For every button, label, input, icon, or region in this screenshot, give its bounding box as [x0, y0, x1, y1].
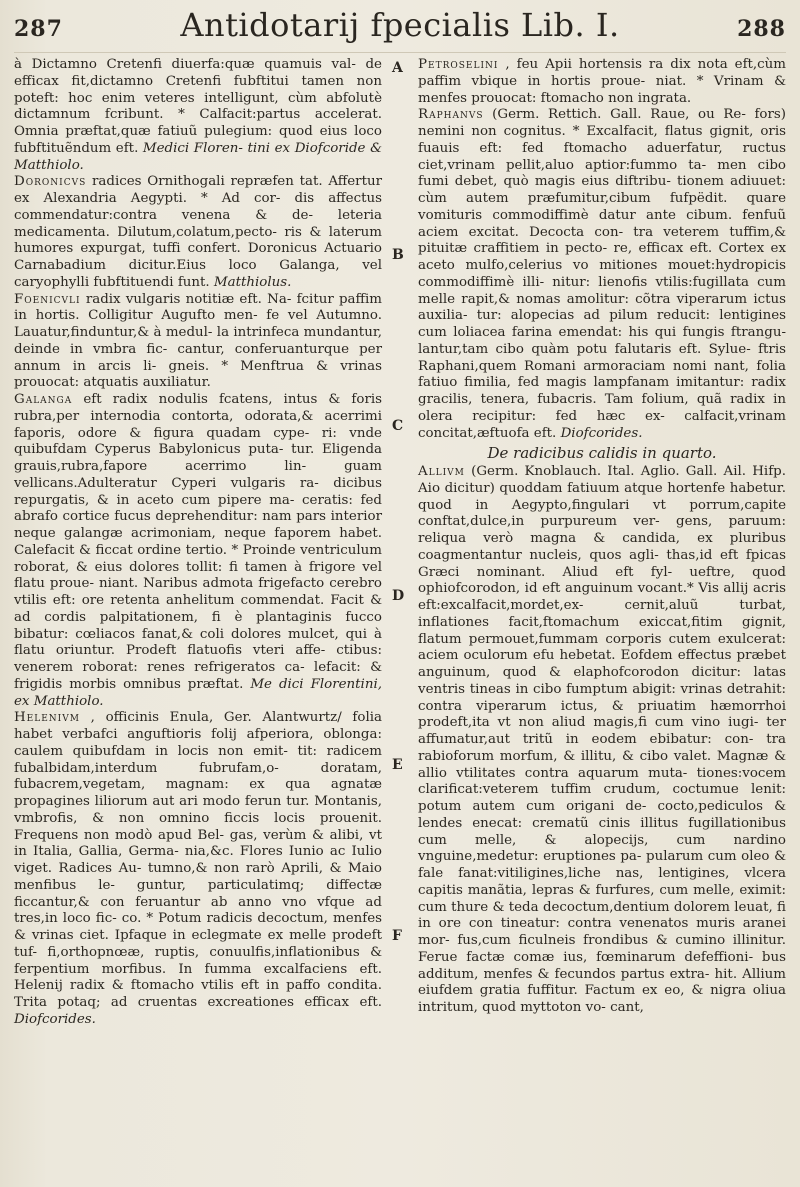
- paragraph: [14, 710, 382, 1028]
- paragraph: [418, 57, 786, 107]
- running-header: [14, 6, 786, 53]
- paragraph-text: , feu Apii hortensis ra dix nota eft,cùm paffim vbique in hortis proue- niat. * Vrinam & menfes prouocat: ftomacho non ingrata.: [418, 57, 787, 106]
- paragraph-text: radix vulgaris notitiæ eft. Na- fcitur paffim in hortis. Colligitur Augufto men- fe vel Autumno. Lauatur,finduntur,& à medul- la intrinfeca mundantur, deinde in vmbra fic- cantur, conferuanturque per annum in arcis li- gneis. * Menftrua & vrinas prouocat: atquatis auxiliatur.: [14, 291, 382, 391]
- paragraph: [14, 174, 382, 291]
- running-title: Antidotarij fpecialis Lib. I.: [180, 6, 620, 44]
- margin-letter-a: A: [392, 60, 403, 76]
- paragraph: [14, 292, 382, 393]
- paragraph-lead: Petroselini: [418, 57, 499, 72]
- paragraph-lead: Doronicvs: [14, 174, 87, 190]
- paragraph: [418, 107, 786, 442]
- margin-letter-e: E: [392, 757, 403, 773]
- margin-letter-d: D: [392, 588, 405, 604]
- section-subheading: De radicibus calidis in quarto.: [487, 444, 717, 463]
- paragraph-lead: Helenivm: [14, 710, 80, 726]
- source-citation: Matthiolus.: [213, 274, 292, 290]
- left-column: [14, 57, 382, 1029]
- paragraph-text: (Germ. Rettich. Gall. Raue, ou Re- fors) nemini non cognitus. * Excalfacit, flatus gignit, oris fuauis eft: fed ftomacho aduerfatur, ructus ciet,vrinam pellit,aluo aptior:fummo ta- men cibo fumi debet, quò magis eius diftribu- tionem adiuuet: cùm autem præfumitur,cibum fufpëdit. quare vomituris commodiffimè datur ante cibum. fenfuũ aciem excitat. Decocta con- tra veterem tuffim,& pituitæ craffitiem in pecto- re, efficax eft. Cortex ex aceto mulfo,celerius vo mitiones mouet:hydropicis commodiffimè illi- nitur: lienofis vtilis:fugillata cum melle rapit,& nomas amolitur: cõtra viperarum ictus auxilia- tur: alopecias ad pilum reducit: lentigines cum loliacea farina emendat: his qui fungis ftrangu- lantur,tam cibo quàm potu falutaris eft. Sylue- ftris Raphani,quem Romani armoraciam nomi nant, folia fatiuo fimilia, fed magis lampfanam imitantur: radix gracilis, tenera, fubacris. Tam folium, quã radix in olera recipitur: fed hæc ex- calfacit,vrinam concitat,æftuofa eft.: [418, 107, 786, 441]
- left-page-number: 287: [14, 16, 63, 42]
- paragraph-lead: Galanga: [14, 392, 73, 407]
- paragraph-text: (Germ. Knoblauch. Ital. Aglio. Gall. Ail. Hifp. Aio dicitur) quoddam fatiuum atque hortenfe habetur. quod in Aegypto,fingulari vt porrum,capite conftat,dulce,in purpureum ver- gens, paruum: reliqua verò magna & candida, ex pluribus coagmentantur nucleis, quos agli- thas,id eft fpicas Græci nominant. Aliud eft fyl- ueftre, quod ophiofcorodon, id eft anguinum vocant.* Vis allij acris eft:excalfacit,mordet,ex- cernit,aluũ turbat, inflationes facit,ftomachum exiccat,fitim gignit, flatum permouet,fummam corporis cutem exulcerat: aciem oculorum efu hebetat. Eofdem effectus præbet anguinum, quod & elaphofcorodon dicitur: latas ventris tineas in cibo fumptum abigit: vrinas detrahit: contra viperarum ictus, & priuatim hæmorrhoi prodeft,ita vt non aliud magis,fi cum vino iugi- ter affumatur,aut tritũ in eodem ebibatur: con- tra rabioforum morfum, & illitu, & cibo valet. Magnæ & allio vtilitates contra aquarum muta- tiones:vocem clarificat:veterem tuffim crudum, coctumue lenit: potum autem cum origani de- cocto,pediculos & lendes enecat: crematũ cinis illitus fugillationibus cum melle, & alopecijs, cum nardino vnguine,medetur: eruptiones pa- pularum cum oleo & fale fanat:vitiligines,liche nas, lentigines, vlcera capitis manãtia, lepras & furfures, cum melle, eximit: cum thure & teda decoctum,dentium dolorem leuat, fi in ore con tineatur: contra venenatos muris aranei mor- fus,cum ficulneis frondibus & cumino illinitur. Ferue factæ comæ ius, fœminarum defeffioni- bus additum, menfes & fecundos partus extra- hit. Allium eiufdem gratia fuffitur. Factum ex eo, & nigra oliua intritum, quod myttoton vo- cant,: [418, 464, 786, 1015]
- paragraph-text: radices Ornithogali repræfen tat. Affertur ex Alexandria Aegypti. * Ad cor- dis affectus commendatur:contra venena & de- leteria medicamenta. Dilutum,colatum,pecto- ris & laterum humores expurgat, tuffi confert. Doronicus Actuario Carnabadium dicitur.Eius loco Galanga, vel caryophylli fubftituendi funt.: [14, 174, 382, 290]
- source-citation: Diofcorides.: [560, 425, 643, 441]
- paragraph-text: eft radix nodulis fcatens, intus & foris rubra,per internodia contorta, odorata,& acerrimi faporis, odore & figura quadam cype- ri: vnde quibufdam Cyperus Babylonicus puta- tur. Eligenda grauis,rubra,fapore acerrimo lin- guam vellicans.Adulteratur Cyperi vulgaris ra- dicibus repurgatis, & in aceto cum pipere ma- ceratis: fed abrafo cortice fucus deprehenditur: nam pars interior neque galangæ acrimoniam, neque faporem habet. Calefacit & ficcat ordine tertio. * Proinde ventriculum roborat, & eius dolores tollit: fi tamen à frigore vel flatu proue- niant. Naribus admota frigefacto cerebro vtilis eft: ore retenta anhelitum commendat. Facit & ad cordis palpitationem, fi è plantaginis fucco bibatur: cœliacos fanat,& coli dolores mulcet, qui à flatu oriuntur. Prodeft flatuofis vteri affe- ctibus: venerem roborat: renes refrigeratos ca- lefacit: & frigidis morbis omnibus præftat.: [14, 392, 382, 692]
- margin-letter-c: C: [392, 418, 404, 434]
- source-citation: Diofcorides.: [14, 1011, 96, 1027]
- paragraph-lead: Foenicvli: [14, 291, 81, 307]
- right-page-number: 288: [737, 16, 786, 42]
- paragraph-text: à Dictamno Cretenfi diuerfa:quæ quamuis val- de efficax fit,dictamno Cretenfi fubftitui tamen non poteft: hoc enim veteres intelligunt, cùm abfolutè dictamnum fcribunt. * Calfacit:partus accelerat. Omnia præftat,quæ fatiuũ pulegium: quod eius loco fubftituẽndum eft.: [14, 57, 382, 156]
- source-citation: Me dici Florentini, ex Matthiolo.: [14, 676, 382, 709]
- paragraph: [14, 57, 382, 174]
- right-column: [418, 57, 786, 1029]
- paragraph-lead: Allivm: [418, 464, 465, 479]
- paragraph: [14, 392, 382, 710]
- source-citation: Medici Floren- tini ex Diofcoride & Matthiolo.: [14, 140, 382, 173]
- margin-letter-f: F: [392, 928, 402, 944]
- paragraph-text: , officinis Enula, Ger. Alantwurtz/ folia habet verbafci anguftioris folij afperiora, oblonga: caulem quibufdam in locis non emit- tit: radicem fubalbidam,interdum fubrufam,o- doratam, fubacrem,vegetam, magnam: ex qua agnatæ propagines liliorum aut ari modo ferun tur. Montanis, vmbrofis, & non omnino ficcis locis prouenit. Frequens non modò apud Bel- gas, verùm & alibi, vt in Italia, Gallia, Germa- nia,&c. Flores Iunio ac Iulio viget. Radices Au- tumno,& non rarò Aprili, & Maio menfibus le- guntur, particulatimq; diffectæ ficcantur,& con feruantur ab anno vno vfque ad tres,in loco fic- co. * Potum radicis decoctum, menfes & vrinas ciet. Ipfaque in eclegmate ex melle prodeft tuf- fi,orthopnœæ, ruptis, conuulfis,inflationibus & ferpentium morfibus. In fumma excalfaciens eft. Helenij radix & ftomacho vtilis eft in paffo condita. Trita potaq; ad cruentas excreationes efficax eft.: [14, 710, 382, 1010]
- paragraph-lead: Raphanvs: [418, 107, 484, 123]
- margin-letter-b: B: [392, 247, 404, 263]
- paragraph: [418, 464, 786, 1017]
